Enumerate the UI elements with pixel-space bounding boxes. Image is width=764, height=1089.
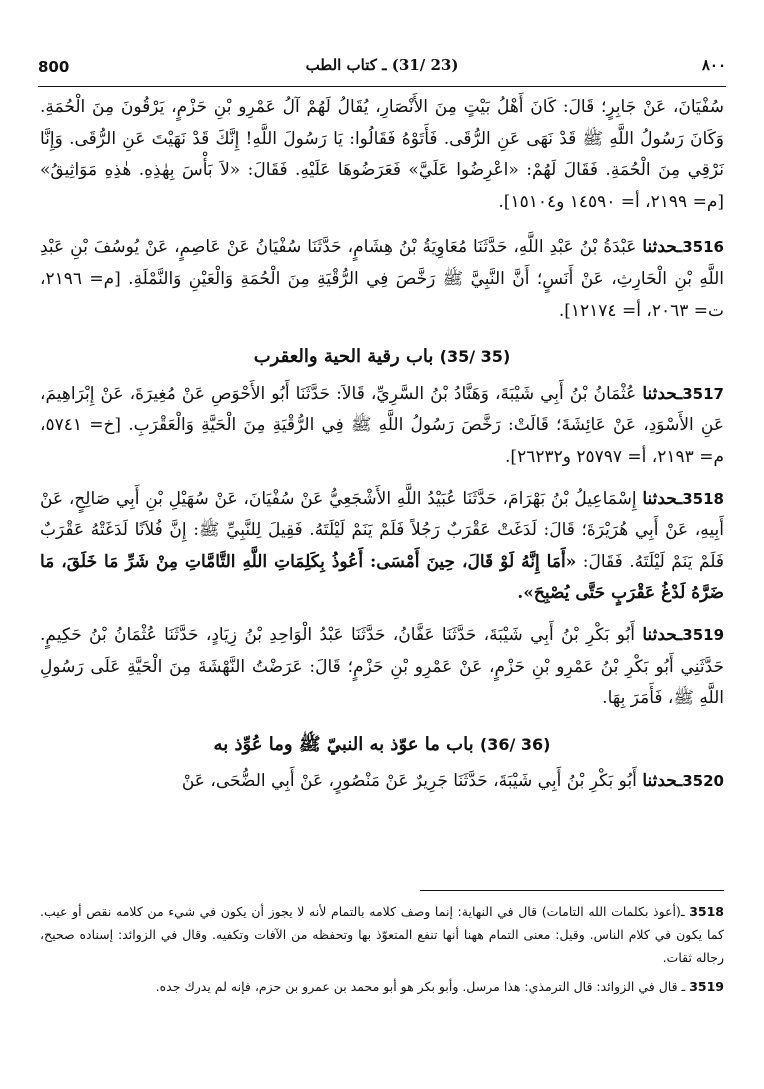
hadith-number: 3520 [682,772,724,791]
page-number-arabic: ٨٠٠ [701,56,726,74]
footnote-number: 3519 [689,979,724,994]
hadith-lead: ـحدثنا [642,624,683,645]
footnotes [40,900,724,1004]
chapter-heading-35 [40,341,724,373]
hadith-3518 [40,484,724,610]
chapter-title: باب ما عوّذ به النبيّ ﷺ وما عُوِّذ به [213,733,474,755]
footnote-number: 3518 [689,904,724,919]
hadith-lead: ـحدثنا [642,771,683,792]
main-text [40,92,724,808]
hadith-lead: ـحدثنا [642,383,683,404]
header-rule [38,86,726,87]
chapter-number: (36 /36) [479,734,551,754]
hadith-3520 [40,766,724,798]
chapter-title: باب رقية الحية والعقرب [253,346,434,368]
footnote-3519 [40,975,724,998]
running-title: (23 /31) ـ كتاب الطب [305,56,459,74]
hadith-text: عَبْدَةُ بْنُ عَبْدِ اللَّهِ، حَدَّثَنَا مُعَاوِيَةُ بْنُ هِشَامٍ، حَدَّثَنَا سُفْيَانُ عَنْ عَاصِمٍ، عَنْ يُوسُفَ بْنِ عَبْدِ اللَّهِ بْنِ الْحَارِثِ، عَنْ أَنَسٍ؛ أَنَّ النَّبِيَّ ﷺ رَخَّصَ فِي الرُّقْيَةِ مِنَ الْحُمَةِ وَالْعَيْنِ وَالنَّمْلَةِ. [م= ٢١٩٦، ت= ٢٠٦٣، أ= ١٢١٧٤]. [40,237,724,321]
footnote-text: ـ(أعوذ بكلمات الله التامات) قال في النهاية: إنما وصف كلامه بالتمام لأنه لا يجوز أن يكون في شيء من كلامه نقص أو عيب. كما يكون في كلام الناس. وقيل: معنى التمام ههنا أنها تنفع المتعوّذ بها وتحفظه من الآفات وتكفيه. وقال في الزوائد: إسناده صحيح، رجاله ثقات. [40,904,724,965]
hadith-3516 [40,232,724,327]
footnote-3518 [40,900,724,969]
hadith-text: أَبُو بَكْرِ بْنُ أَبِي شَيْبَةَ، حَدَّثَنَا عَفَّانُ، حَدَّثَنَا عَبْدُ الْوَاحِدِ بْنُ زِيَادٍ، حَدَّثَنَا عُثْمَانُ بْنُ حَكِيمٍ. حَدَّثَنِي أَبُو بَكْرِ بْنُ عَمْرِو بْنِ حَزْمٍ، عَنْ عَمْرِو بْنِ حَزْمٍ؛ قَالَ: عَرَضْتُ النَّهْشَةَ مِنَ الْحَيَّةِ عَلَى رَسُولِ اللَّهِ ﷺ، فَأَمَرَ بِهَا. [40,624,724,709]
hadith-text: إِسْمَاعِيلُ بْنُ بَهْرَامَ، حَدَّثَنَا عُبَيْدُ اللَّهِ الأَشْجَعِيُّ عَنْ سُفْيَانَ، عَنْ سُهَيْلِ بْنِ أَبِي صَالِحٍ، عَنْ أَبِيهِ، عَنْ أَبِي هُرَيْرَةَ؛ قَالَ: لَدَغَتْ عَقْرَبٌ رَجُلاً فَلَمْ يَنَمْ لَيْلَتَهُ. فَقِيلَ لِلنَّبِيِّ ﷺ: إِنَّ فُلاَنًا لَدَغَتْهُ عَقْرَبٌ فَلَمْ يَنَمْ لَيْلَتَهُ. فَقَالَ: [40,488,725,572]
page-number-latin: 800 [38,58,70,76]
hadith-number: 3518 [682,489,724,508]
hadith-number: 3516 [682,238,724,257]
footnote-rule [420,890,724,891]
hadith-continuation: سُفْيَانَ، عَنْ جَابِرٍ؛ قَالَ: كَانَ أَهْلُ بَيْتٍ مِنَ الأَنْصَارِ، يُقَالُ لَهُمْ آلُ عَمْرِو بْنِ حَزْمٍ، يَرْقُونَ مِنَ الْحُمَةِ. وَكَانَ رَسُولُ اللَّهِ ﷺ قَدْ نَهَى عَنِ الرُّقَى. فَأَتَوْهُ فَقَالُوا: يَا رَسُولَ اللَّهِ! إِنَّكَ قَدْ نَهَيْتَ عَنِ الرُّقَى. وَإِنَّا نَرْقِي مِنَ الْحُمَةِ. فَقَالَ لَهُمْ: «اعْرِضُوا عَلَيَّ» فَعَرَضُوهَا عَلَيْهِ. فَقَالَ: «لاَ بَأْسَ بِهٰذِهِ. هٰذِهِ مَوَاثِيقُ» [م= ٢١٩٩، أ= ١٤٥٩٠ و١٥١٠٤]. [40,97,724,212]
hadith-text: عُثْمَانُ بْنُ أَبِي شَيْبَةَ، وَهَنَّادُ بْنُ السَّرِيِّ، قَالاَ: حَدَّثَنَا أَبُو الأَحْوَصِ عَنْ مُغِيرَةَ، عَنْ إِبْرَاهِيمَ، عَنِ الأَسْوَدِ، عَنْ عَائِشَةَ؛ قَالَتْ: رَخَّصَ رَسُولُ اللَّهِ ﷺ فِي الرُّقْيَةِ مِنَ الْحَيَّةِ وَالْعَقْرَبِ. [خ= ٥٧٤١، م= ٢١٩٣، أ= ٢٥٧٩٧ و٢٦٢٣٢]. [40,383,724,467]
hadith-3517 [40,379,724,474]
hadith-number: 3517 [682,384,724,403]
hadith-text: أَبُو بَكْرِ بْنُ أَبِي شَيْبَةَ، حَدَّثَنَا جَرِيرٌ عَنْ مَنْصُورٍ، عَنْ أَبِي الضُّحَى، عَنْ [181,771,637,792]
chapter-heading-36 [40,729,724,761]
page-header [38,56,726,84]
hadith-lead: ـحدثنا [642,488,683,509]
hadith-number: 3519 [682,625,725,644]
hadith-quote: «أَمَا إِنَّهُ لَوْ قَالَ، حِينَ أَمْسَى: أَعُوذُ بِكَلِمَاتِ اللَّهِ التَّامَّاتِ مِنْ شَرِّ مَا خَلَقَ، مَا ضَرَّهُ لَدْغُ عَقْرَبٍ حَتَّى يُصْبِحَ». [40,551,724,604]
hadith-lead: ـحدثنا [642,237,683,258]
footnote-text: ـ قال في الزوائد: قال الترمذي: هذا مرسل. وأبو بكر هو أبو محمد بن عمرو بن حزم، فإنه لم يدرك جده. [155,979,686,994]
hadith-3519 [40,620,724,715]
chapter-number: (35 /35) [439,347,511,367]
